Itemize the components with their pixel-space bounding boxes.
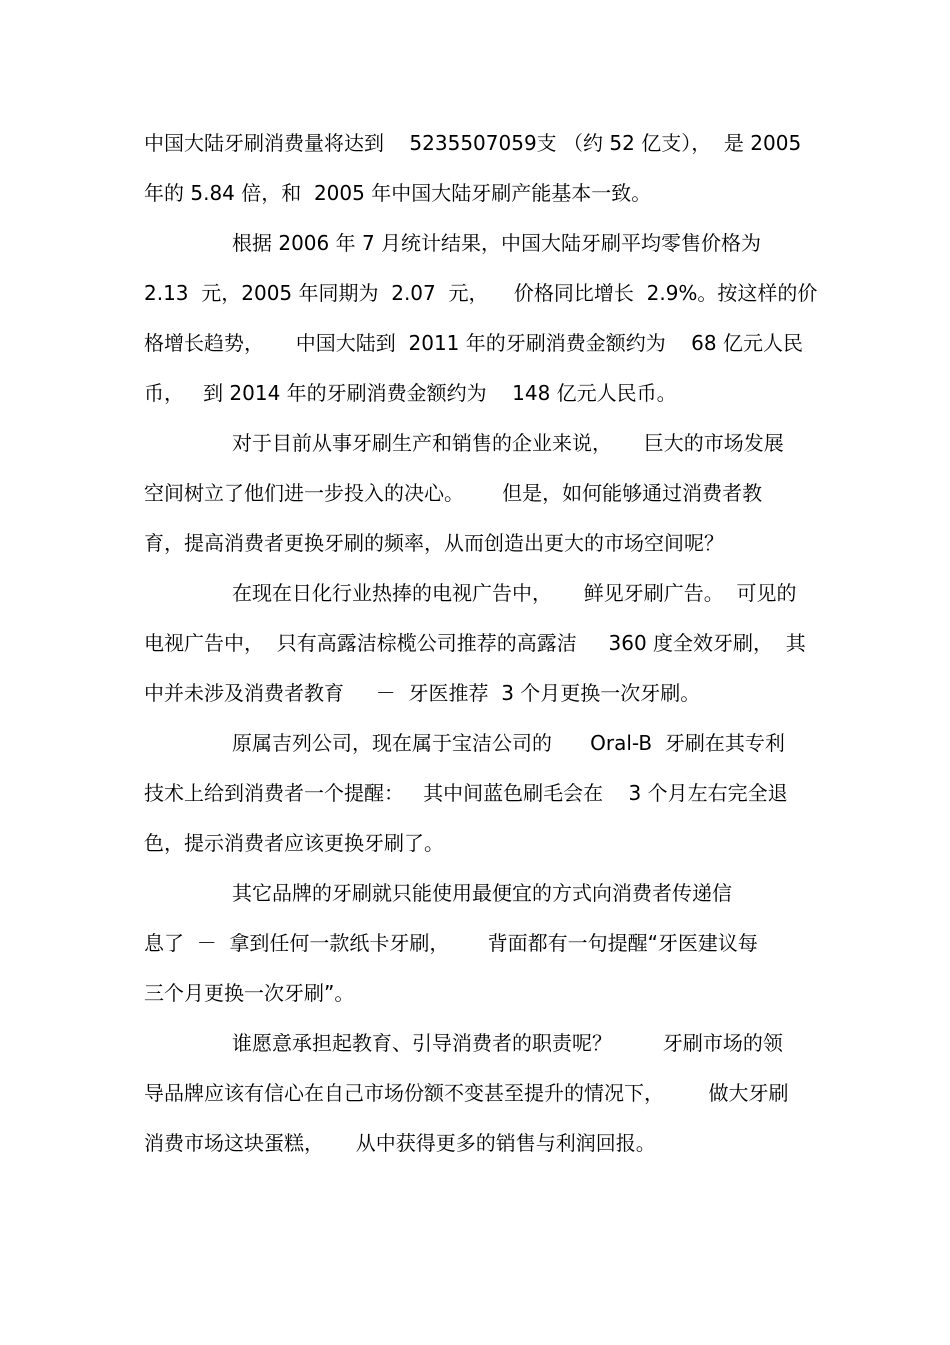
text-line: 在现在日化行业热捧的电视广告中， 鲜见牙刷广告。 可见的 <box>232 581 797 605</box>
text-line: 导品牌应该有信心在自己市场份额不变甚至提升的情况下， 做大牙刷 <box>144 1081 789 1105</box>
text-line: 息了 － 拿到任何一款纸卡牙刷， 背面都有一句提醒“牙医建议每 <box>144 931 758 955</box>
text-line: 电视广告中， 只有高露洁棕榄公司推荐的高露洁 360 度全效牙刷， 其 <box>144 631 806 655</box>
text-line: 色，提示消费者应该更换牙刷了。 <box>144 831 444 855</box>
text-line: 谁愿意承担起教育、引导消费者的职责呢？ 牙刷市场的领 <box>232 1031 783 1055</box>
text-line: 消费市场这块蛋糕， 从中获得更多的销售与利润回报。 <box>144 1131 656 1155</box>
text-line: 中并未涉及消费者教育 － 牙医推荐 3 个月更换一次牙刷。 <box>144 681 701 705</box>
text-line: 三个月更换一次牙刷”。 <box>144 981 355 1005</box>
text-line: 技术上给到消费者一个提醒： 其中间蓝色刷毛会在 3 个月左右完全退 <box>144 781 788 805</box>
text-line: 2.13 元，2005 年同期为 2.07 元， 价格同比增长 2.9%。按这样的价 <box>144 281 818 305</box>
text-line: 原属吉列公司，现在属于宝洁公司的 Oral-B 牙刷在其专利 <box>232 731 785 755</box>
text-line: 中国大陆牙刷消费量将达到 5235507059支 （约 52 亿支）， 是 2005 <box>144 131 802 155</box>
text-line: 格增长趋势， 中国大陆到 2011 年的牙刷消费金额约为 68 亿元人民 <box>144 331 803 355</box>
text-line: 根据 2006 年 7 月统计结果，中国大陆牙刷平均零售价格为 <box>232 231 762 255</box>
text-line: 对于目前从事牙刷生产和销售的企业来说， 巨大的市场发展 <box>232 431 784 455</box>
text-line: 其它品牌的牙刷就只能使用最便宜的方式向消费者传递信 <box>232 881 732 905</box>
text-line: 育，提高消费者更换牙刷的频率，从而创造出更大的市场空间呢？ <box>144 531 724 555</box>
text-line: 年的 5.84 倍，和 2005 年中国大陆牙刷产能基本一致。 <box>144 181 652 205</box>
text-line: 币， 到 2014 年的牙刷消费金额约为 148 亿元人民币。 <box>144 381 677 405</box>
text-line: 空间树立了他们进一步投入的决心。 但是，如何能够通过消费者教 <box>144 481 763 505</box>
